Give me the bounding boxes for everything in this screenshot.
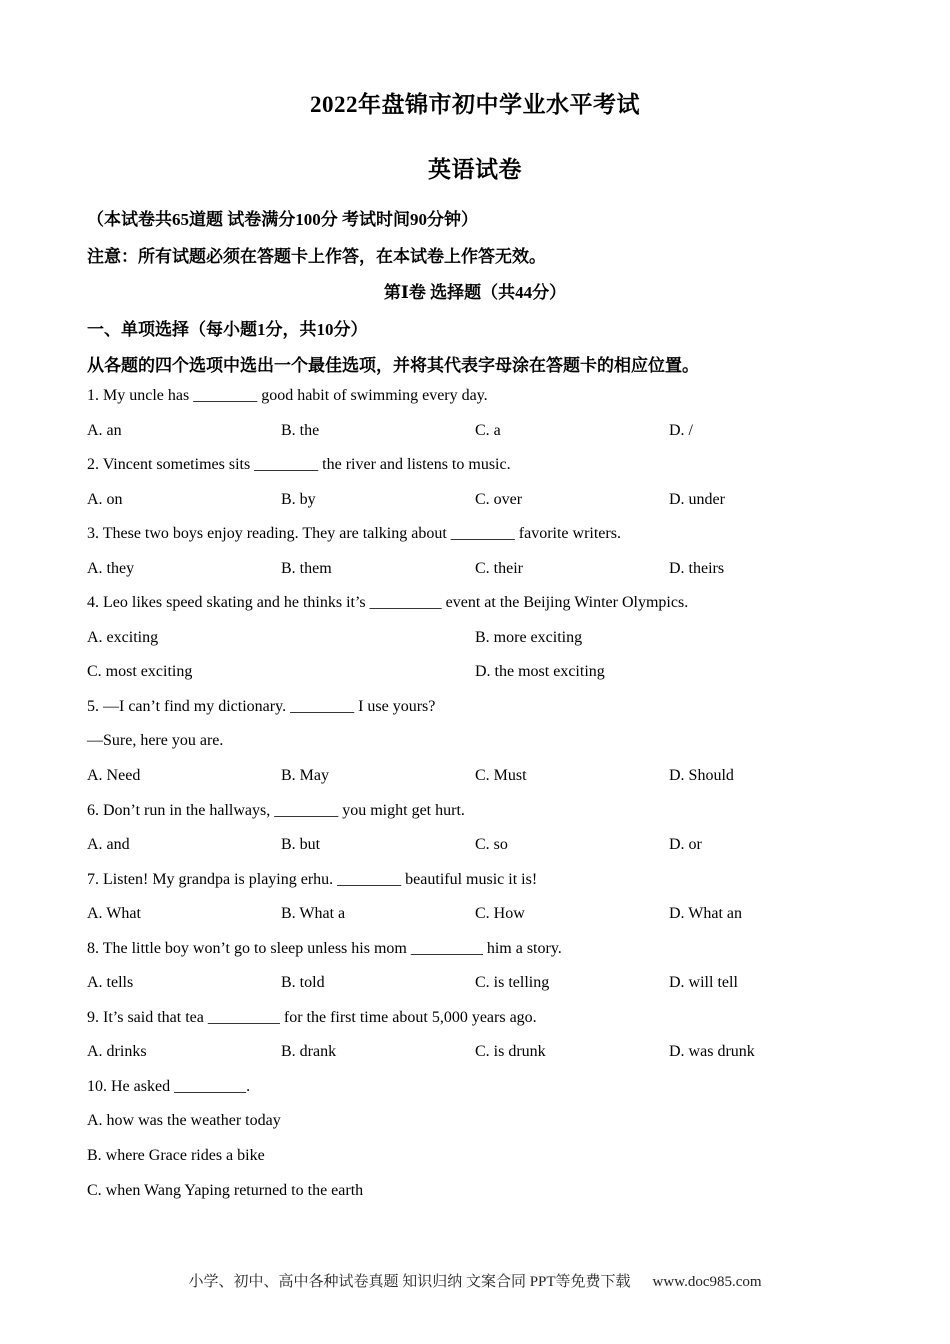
option-c: C. Must xyxy=(475,767,527,784)
question-stem: 3. These two boys enjoy reading. They are talking about ________ favorite writers. xyxy=(87,525,621,542)
option-d: D. Should xyxy=(669,767,734,784)
option-d: D. or xyxy=(669,836,702,853)
option-c: C. over xyxy=(475,491,523,508)
option-b: B. by xyxy=(281,491,316,508)
option-a: A. Need xyxy=(87,767,141,784)
option-b: B. drank xyxy=(281,1043,337,1060)
exam-info: （本试卷共65道题 试卷满分100分 考试时间90分钟） xyxy=(87,210,478,229)
option-b: B. What a xyxy=(281,905,346,922)
option-d: D. / xyxy=(669,422,693,439)
part-heading: 第Ⅰ卷 选择题（共44分） xyxy=(383,283,567,302)
question-stem: 2. Vincent sometimes sits ________ the river and listens to music. xyxy=(87,456,511,473)
option-a: A. drinks xyxy=(87,1043,147,1060)
option-b: B. more exciting xyxy=(475,629,583,646)
option-a: A. tells xyxy=(87,974,134,991)
option-c: C. most exciting xyxy=(87,663,193,680)
question-stem: 7. Listen! My grandpa is playing erhu. ________ beautiful music it is! xyxy=(87,871,538,888)
option-a: A. they xyxy=(87,560,135,577)
option-b: B. them xyxy=(281,560,332,577)
question-stem: 5. —I can’t find my dictionary. ________ I use yours? xyxy=(87,698,436,715)
option-b: B. May xyxy=(281,767,329,784)
option-b: B. where Grace rides a bike xyxy=(87,1147,265,1164)
option-a: A. exciting xyxy=(87,629,159,646)
question-stem: 6. Don’t run in the hallways, ________ you might get hurt. xyxy=(87,802,465,819)
option-a: A. how was the weather today xyxy=(87,1112,281,1129)
option-d: D. theirs xyxy=(669,560,725,577)
option-a: A. on xyxy=(87,491,123,508)
option-a: A. What xyxy=(87,905,141,922)
option-b: B. told xyxy=(281,974,325,991)
option-a: A. an xyxy=(87,422,122,439)
question-stem: 9. It’s said that tea _________ for the first time about 5,000 years ago. xyxy=(87,1009,537,1026)
option-b: B. but xyxy=(281,836,321,853)
option-c: C. a xyxy=(475,422,501,439)
option-d: D. the most exciting xyxy=(475,663,605,680)
question-stem-reply: —Sure, here you are. xyxy=(87,732,224,749)
exam-subtitle: 英语试卷 xyxy=(428,157,522,182)
page-footer xyxy=(0,1270,950,1291)
footer-link[interactable]: www.doc985.com xyxy=(652,1274,762,1290)
option-c: C. so xyxy=(475,836,508,853)
option-d: D. was drunk xyxy=(669,1043,755,1060)
option-c: C. is drunk xyxy=(475,1043,546,1060)
question-stem: 10. He asked _________. xyxy=(87,1078,251,1095)
option-c: C. when Wang Yaping returned to the earth xyxy=(87,1182,364,1199)
option-d: D. under xyxy=(669,491,725,508)
footer-text: 小学、初中、高中各种试卷真题 知识归纳 文案合同 PPT等免费下载 xyxy=(188,1274,631,1290)
option-c: C. is telling xyxy=(475,974,550,991)
option-b: B. the xyxy=(281,422,320,439)
instruction: 从各题的四个选项中选出一个最佳选项，并将其代表字母涂在答题卡的相应位置。 xyxy=(87,356,699,375)
section-heading: 一、单项选择（每小题1分，共10分） xyxy=(87,320,368,339)
notice: 注意：所有试题必须在答题卡上作答，在本试卷上作答无效。 xyxy=(87,247,546,266)
question-stem: 1. My uncle has ________ good habit of swimming every day. xyxy=(87,387,488,404)
question-stem: 4. Leo likes speed skating and he thinks it’s _________ event at the Beijing Winter Olympics. xyxy=(87,594,689,611)
option-d: D. What an xyxy=(669,905,743,922)
exam-title: 2022年盘锦市初中学业水平考试 xyxy=(310,92,640,117)
option-c: C. their xyxy=(475,560,523,577)
option-d: D. will tell xyxy=(669,974,738,991)
question-stem: 8. The little boy won’t go to sleep unless his mom _________ him a story. xyxy=(87,940,562,957)
option-c: C. How xyxy=(475,905,525,922)
option-a: A. and xyxy=(87,836,130,853)
